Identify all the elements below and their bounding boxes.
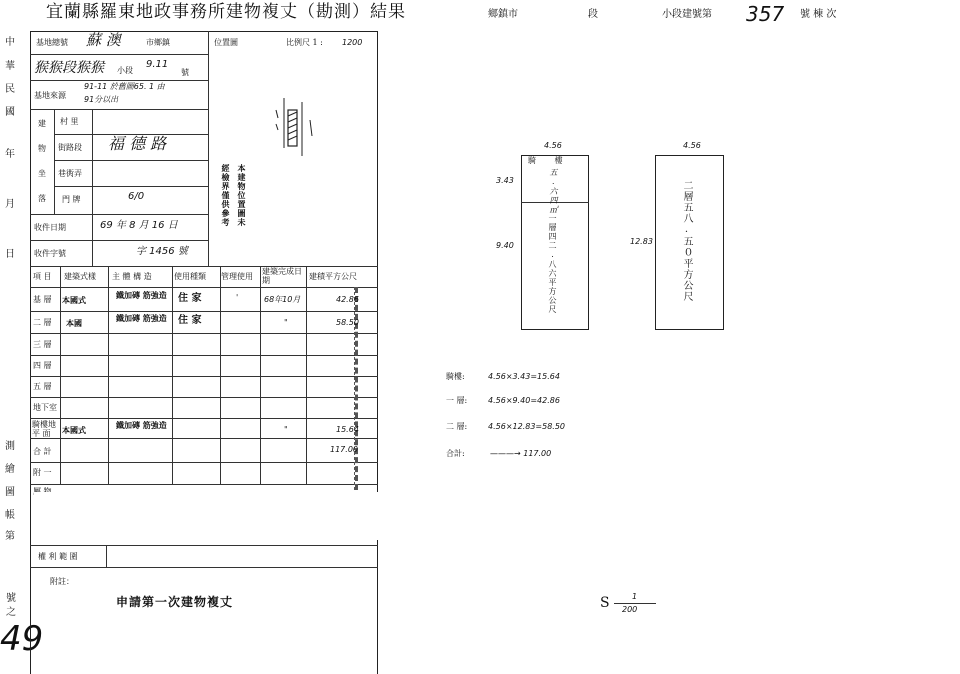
form-frame [30,31,378,674]
city-label: 市鄉鎮 [146,38,170,47]
street-value: 福 德 路 [108,134,167,153]
calc-first-label: 一 層: [446,396,468,405]
calc-arcade-label: 騎樓: [446,372,465,381]
remarks-text: 申請第一次建物複丈 [116,595,234,609]
header-subsection: 小段建號第 [662,9,712,20]
subsection-label: 小段 [117,66,133,75]
section-value: 猴猴段猴猴 [34,60,104,76]
lot-suffix: 號 [181,68,189,77]
left-main-text: 一層四二.八六平方公尺 [548,214,557,314]
scale-prefix: S [600,595,610,611]
col-item: 項 目 [33,272,52,281]
scale-label: 比例尺 1 : [286,38,323,47]
left-main-depth: 9.40 [496,241,514,250]
calc-total-expr: ———→ 117.00 [490,449,552,458]
margin-survey-4: 帳 [5,510,15,521]
calc-arcade-expr: 4.56×3.43=15.64 [488,372,560,381]
source-line-2: 91分以出 [84,95,119,104]
left-arcade-depth: 3.43 [496,176,514,185]
location-note-line-2: 經檢界僅供參考 [221,164,231,227]
col-structure: 主 體 構 造 [112,272,152,281]
building-group-1: 建 [38,119,46,128]
location-map-label: 位置圖 [214,38,238,47]
white-out [34,492,384,540]
margin-number-value: 49 [0,619,44,659]
calc-second-label: 二 層: [446,422,468,431]
right-depth: 12.83 [630,237,653,246]
land-number-label: 基地總號 [36,38,68,47]
location-note-line-1: 本建物位置圖未 [237,164,247,227]
source-line-1: 91-11 於舊圖65. 1 由 [84,82,165,91]
page: 宜蘭縣羅東地政事務所建物複丈（勘測）結果 鄉鎮市 段 小段建號第 357 號 棟 次 中 華 民 國 年 月 日 測 繪 圖 帳 第 號之 49 基地總號 蘇 澳 市鄉鎮 位置圖 比例尺 1 : 1200 猴猴段猴猴 小段 9.11 號 基地來源 91-11 於舊圖65. 1 由 91分以出 建 物 坐 落 村 里 街路段 福 德 路 巷衖弄 門 牌 6/0 本建物位置圖未 經檢界僅供參考 收件日期 69 年 8 月 16 日 收件字號 字 1456 號 項 目 建築式樣 主 體 構 造 使用種類 管理使用 建築完成日 期 建積平方公尺 基 層 本國式 鐵加磚 筋強造 住 家 ' 68年10月 42.86 二 層 本國 鐵加磚 筋強造 住 家 " 58.50 三 層 四 層 五 層 地下室 騎樓地 平 面 本國式 鐵加磚 筋強造 " 15.64 合 計 117.00 附 一 權 利 範 圍 附註： 申請第一次建物複丈 4.56 騎 樓 五.六四㎡ 3.43 9.40 一層四二.八六平方公尺 4.56 12.83 二層五八.五０平方公尺 騎樓: 4.56×3.43=15.64 一 層: 4.56×9.40=42.86 二 層: 4.56×12.83=58.50 合計: ———→ 117.00 S 1 200 [0,0,960,674]
header-section: 段 [588,9,598,20]
rights-scope-label: 權 利 範 圍 [38,552,78,561]
lot-number: 9.11 [146,59,169,70]
left-arcade-label: 騎 樓 [528,156,571,165]
margin-date-4: 國 [5,107,15,118]
margin-survey-2: 繪 [5,464,15,475]
col-style: 建築式樣 [64,272,96,281]
scale-denominator: 200 [622,605,638,614]
building-group-4: 落 [38,194,46,203]
margin-date-6: 月 [5,199,15,210]
village-label: 村 里 [60,117,79,126]
street-label: 街路段 [58,143,82,152]
col-area: 建積平方公尺 [309,272,357,281]
door-value: 6/0 [128,191,145,202]
remarks-label: 附註： [50,577,74,586]
building-group-3: 坐 [38,169,46,178]
left-arcade-area: 五.六四㎡ [549,168,558,214]
margin-date-2: 華 [5,61,15,72]
scale-numerator: 1 [632,592,638,601]
right-plan-width: 4.56 [683,141,701,150]
header-building-number: 357 [746,2,785,26]
header-township: 鄉鎮市 [488,9,518,20]
received-date-label: 收件日期 [34,223,66,232]
lane-label: 巷衖弄 [58,169,82,178]
margin-date-7: 日 [5,249,15,260]
col-mgmt: 管理使用 [221,272,253,281]
right-main-text: 二層五八.五０平方公尺 [681,180,692,302]
received-no-value: 字 1456 號 [136,246,188,257]
calc-first-expr: 4.56×9.40=42.86 [488,396,560,405]
margin-date-5: 年 [5,149,15,160]
header-number-suffix: 號 棟 次 [800,9,837,20]
col-use: 使用種類 [174,272,206,281]
margin-date-1: 中 [5,37,15,48]
received-date-value: 69 年 8 月 16 日 [100,220,178,231]
col-done: 建築完成日 期 [262,267,302,285]
location-sketch [262,90,322,190]
margin-survey-5: 第 [5,531,15,542]
document-title: 宜蘭縣羅東地政事務所建物複丈（勘測）結果 [46,2,406,22]
calc-total-label: 合計: [446,449,465,458]
building-group-2: 物 [38,144,46,153]
received-no-label: 收件字號 [34,249,66,258]
door-label: 門 牌 [62,195,81,204]
left-plan-width: 4.56 [544,141,562,150]
margin-number-label: 號之 [6,593,16,618]
margin-survey-3: 圖 [5,487,15,498]
calc-second-expr: 4.56×12.83=58.50 [488,422,566,431]
land-town-value: 蘇 澳 [86,31,121,49]
margin-date-3: 民 [5,84,15,95]
margin-survey-1: 測 [5,441,15,452]
scale-value: 1200 [342,38,363,47]
source-label: 基地來源 [34,91,66,100]
